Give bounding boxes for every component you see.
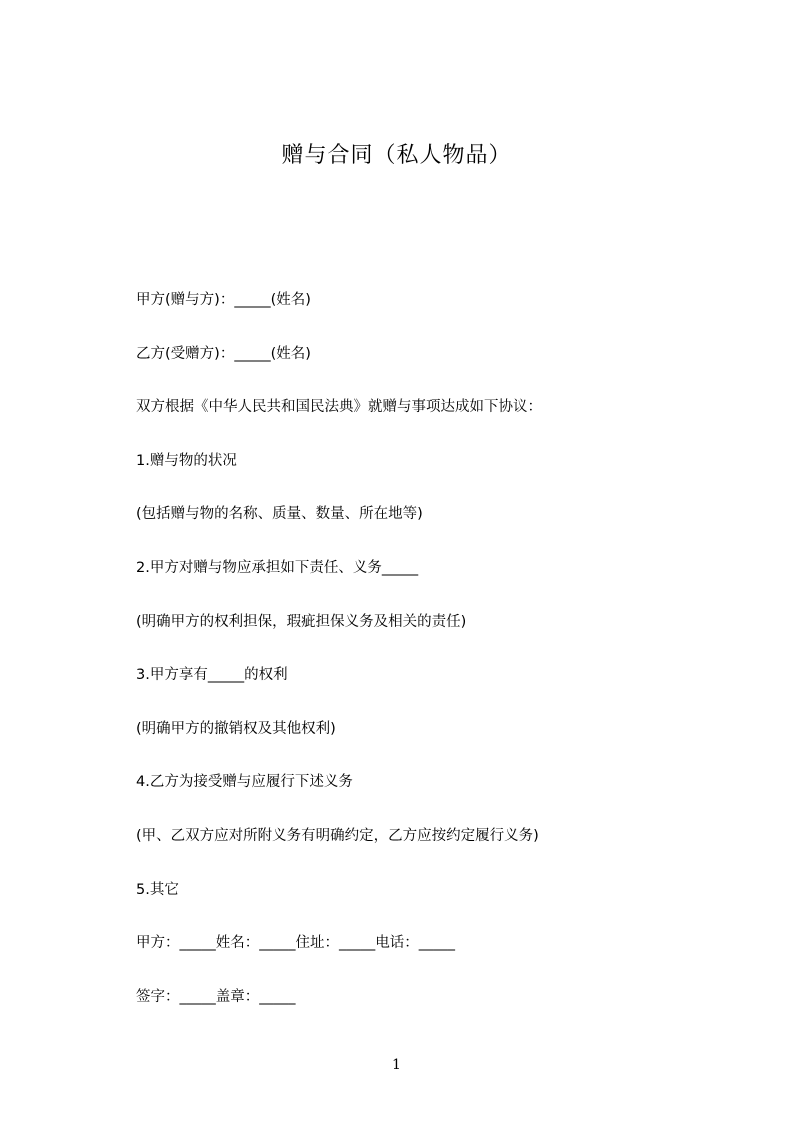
signature-seal-line: 签字：_____盖章：_____	[136, 988, 296, 1005]
document-body	[136, 288, 696, 1038]
clause-3-heading: 3.甲方享有_____的权利	[136, 667, 288, 684]
clause-5-heading: 5.其它	[136, 881, 179, 898]
document-title: 赠与合同（私人物品）	[281, 143, 512, 168]
clause-1-note: (包括赠与物的名称、质量、数量、所在地等)	[136, 506, 423, 523]
clause-2-heading: 2.甲方对赠与物应承担如下责任、义务_____	[136, 559, 419, 576]
clause-4-note: (甲、乙双方应对所附义务有明确约定，乙方应按约定履行义务)	[136, 827, 539, 844]
party-b-line: 乙方(受赠方)：_____(姓名)	[136, 345, 311, 362]
clause-3-note: (明确甲方的撤销权及其他权利)	[136, 720, 336, 737]
clause-4-heading: 4.乙方为接受赠与应履行下述义务	[136, 774, 353, 791]
clause-1-heading: 1.赠与物的状况	[136, 452, 237, 469]
party-a-signature-info: 甲方：_____姓名：_____住址：_____电话：_____	[136, 935, 455, 952]
party-a-line: 甲方(赠与方)：_____(姓名)	[136, 292, 311, 308]
clause-2-note: (明确甲方的权利担保，瑕疵担保义务及相关的责任)	[136, 613, 467, 630]
page-number: 1	[392, 1057, 401, 1073]
agreement-intro: 双方根据《中华人民共和国民法典》就赠与事项达成如下协议：	[136, 399, 542, 416]
